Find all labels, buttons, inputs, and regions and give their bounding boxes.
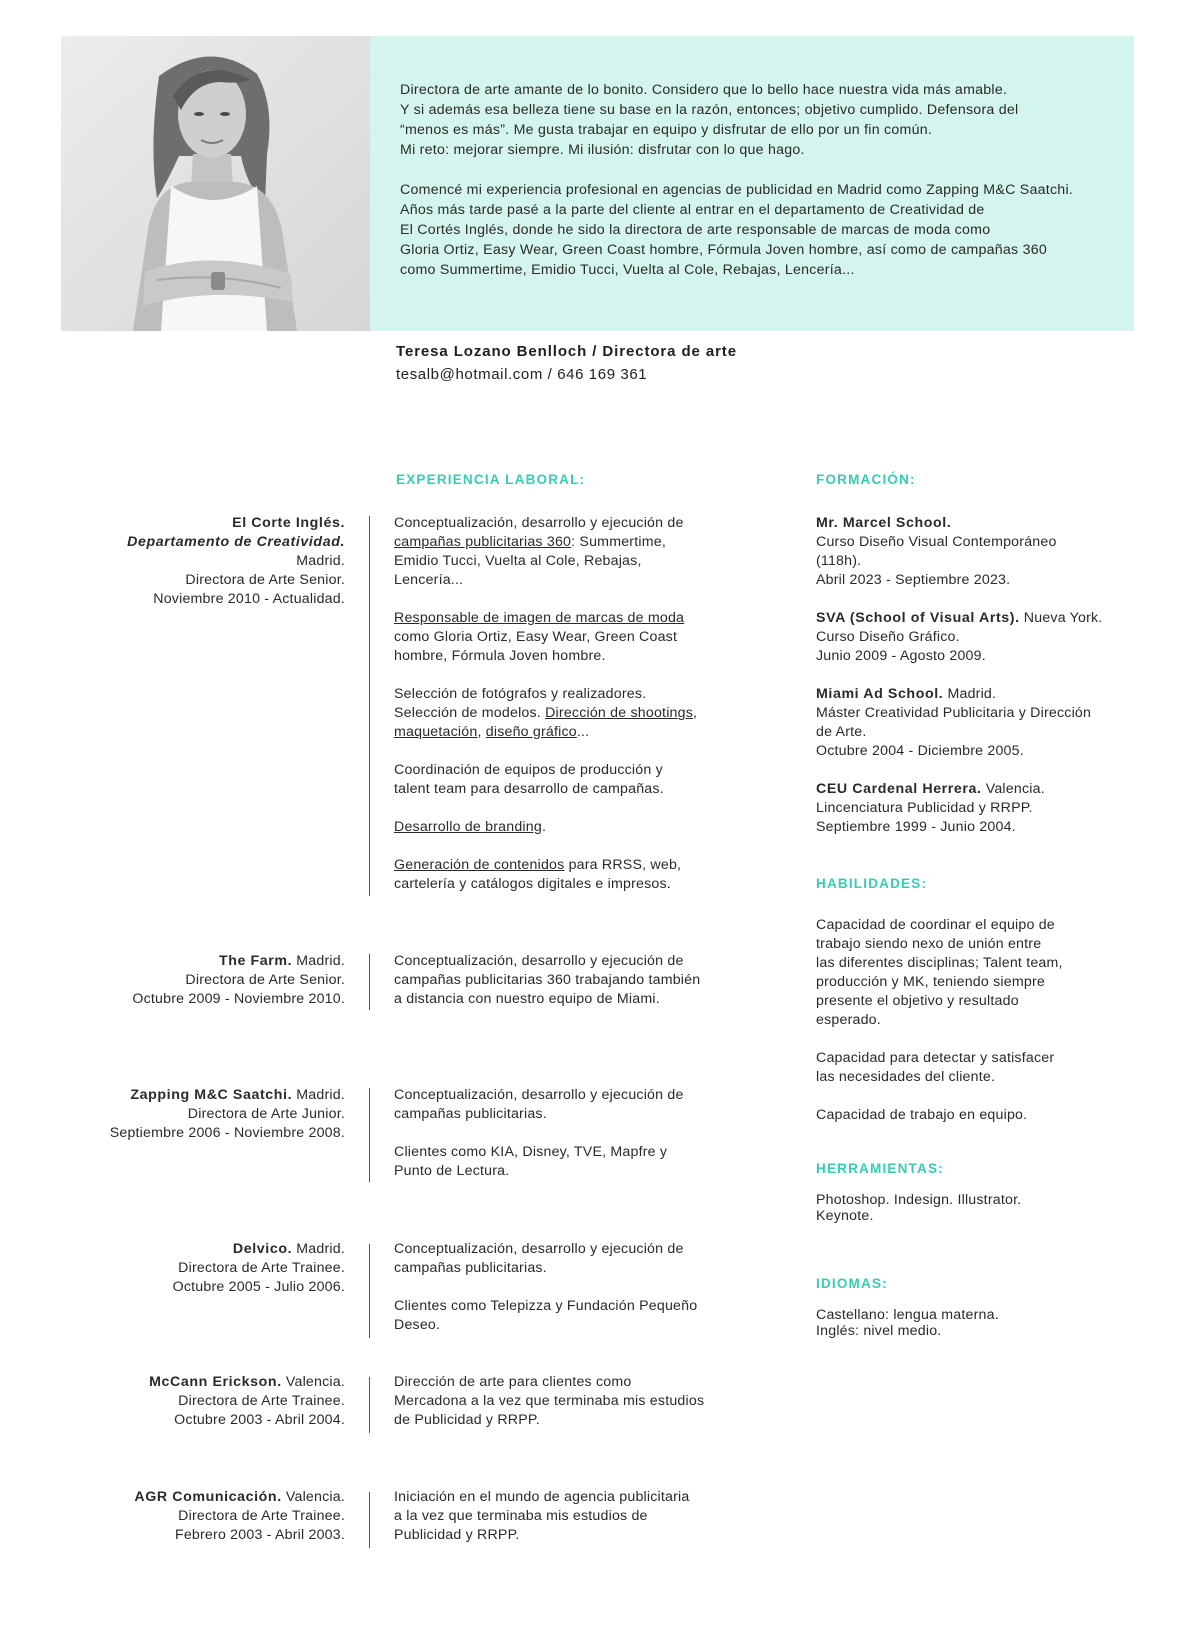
job-info-zapping: Zapping M&C Saatchi. Madrid. Directora de Arte Junior. Septiembre 2006 - Noviembre 2008. bbox=[109, 1087, 345, 1141]
name-title: Teresa Lozano Benlloch / Directora de arte bbox=[396, 343, 737, 360]
job-description-mccann: Dirección de arte para clientes como Mercadona a la vez que terminaba mis estudios de Publicidad y RRPP. bbox=[394, 1374, 705, 1428]
skills-list: Capacidad de coordinar el equipo de trabajo siendo nexo de unión entre las diferentes disciplinas; Talent team, producción y MK, teniendo siempre presente el objetivo y resultado esperado. Capacidad para detectar y satisfacer las necesidades del cliente. Capacidad de trabajo en equipo. bbox=[816, 917, 1063, 1123]
tools-heading: HERRAMIENTAS: bbox=[816, 1161, 944, 1176]
job-description-agr: Iniciación en el mundo de agencia publicitaria a la vez que terminaba mis estudios de Publicidad y RRPP. bbox=[394, 1489, 690, 1543]
job-info-delvico: Delvico. Madrid. Directora de Arte Trainee. Octubre 2005 - Julio 2006. bbox=[172, 1241, 345, 1295]
languages-heading: IDIOMAS: bbox=[816, 1276, 888, 1291]
divider-line bbox=[369, 516, 370, 896]
experience-heading: EXPERIENCIA LABORAL: bbox=[396, 472, 586, 487]
education-heading: FORMACIÓN: bbox=[816, 472, 916, 487]
contact-info: tesalb@hotmail.com / 646 169 361 bbox=[396, 366, 648, 383]
languages-list: Castellano: lengua materna. Inglés: nivel medio. bbox=[816, 1307, 999, 1339]
education-entry: SVA (School of Visual Arts). Nueva York. Curso Diseño Gráfico. Junio 2009 - Agosto 2009. bbox=[816, 610, 1103, 664]
job-info-agr: AGR Comunicación. Valencia. Directora de Arte Trainee. Febrero 2003 - Abril 2003. bbox=[134, 1489, 345, 1543]
job-description-el-corte-ingles: Conceptualización, desarrollo y ejecución de campañas publicitarias 360: Summertime, Emidio Tucci, Vuelta al Cole, Rebajas, Lencería... Responsable de imagen de marcas de moda como Gloria Ortiz, Easy Wear, Green Coast hombre, Fórmula Joven hombre. Selección de fotógrafos y realizadores. Selección de modelos. Dirección de shootings, maquetación, diseño gráfico... Coordinación de equipos de producción y talent team para desarrollo de campañas. Desarrollo de branding. Generación de contenidos para RRSS, web, cartelería y catálogos digitales e impresos. bbox=[394, 515, 698, 892]
divider-line bbox=[369, 1088, 370, 1182]
job-description-delvico: Conceptualización, desarrollo y ejecución de campañas publicitarias. Clientes como Telepizza y Fundación Pequeño Deseo. bbox=[394, 1241, 698, 1333]
divider-line bbox=[369, 1244, 370, 1338]
bio-paragraph: Directora de arte amante de lo bonito. Considero que lo bello hace nuestra vida más amable. Y si además esa belleza tiene su base en la razón, entonces; objetivo cumplido. Defensora del “menos es más”. Me gusta trabajar en equipo y disfrutar de ello por un fin común. Mi reto: mejorar siempre. Mi ilusión: disfrutar con lo que hago. bbox=[400, 82, 1019, 158]
bio-panel bbox=[370, 36, 1134, 331]
tools-list: Photoshop. Indesign. Illustrator. Keynote. bbox=[816, 1192, 1022, 1224]
job-info-mccann: McCann Erickson. Valencia. Directora de Arte Trainee. Octubre 2003 - Abril 2004. bbox=[149, 1374, 345, 1428]
education-entry: CEU Cardenal Herrera. Valencia. Lincenciatura Publicidad y RRPP. Septiembre 1999 - Junio 2004. bbox=[816, 781, 1045, 835]
portrait-illustration bbox=[61, 36, 370, 331]
job-info-el-corte-ingles: El Corte Inglés. Departamento de Creatividad. Madrid. Directora de Arte Senior. Noviembre 2010 - Actualidad. bbox=[127, 515, 345, 607]
education-entry: Mr. Marcel School. Curso Diseño Visual Contemporáneo (118h). Abril 2023 - Septiembre 2023. bbox=[816, 515, 1057, 588]
profile-photo bbox=[61, 36, 370, 331]
job-description-zapping: Conceptualización, desarrollo y ejecución de campañas publicitarias. Clientes como KIA, Disney, TVE, Mapfre y Punto de Lectura. bbox=[394, 1087, 684, 1179]
divider-line bbox=[369, 1492, 370, 1548]
divider-line bbox=[369, 1377, 370, 1433]
job-description-the-farm: Conceptualización, desarrollo y ejecución de campañas publicitarias 360 trabajando también a distancia con nuestro equipo de Miami. bbox=[394, 953, 701, 1007]
education-list bbox=[816, 514, 1126, 856]
divider-line bbox=[369, 954, 370, 1010]
bio-paragraph: Comencé mi experiencia profesional en agencias de publicidad en Madrid como Zapping M&C Saatchi. Años más tarde pasé a la parte del cliente al entrar en el departamento de Creatividad de El Cortés Inglés, donde he sido la directora de arte responsable de marcas de moda como Gloria Ortiz, Easy Wear, Green Coast hombre, Fórmula Joven hombre, así como de campañas 360 como Summertime, Emidio Tucci, Vuelta al Cole, Rebajas, Lencería... bbox=[400, 182, 1074, 278]
job-info-the-farm: The Farm. Madrid. Directora de Arte Senior. Octubre 2009 - Noviembre 2010. bbox=[132, 953, 345, 1007]
education-entry: Miami Ad School. Madrid. Máster Creatividad Publicitaria y Dirección de Arte. Octubre 2004 - Diciembre 2005. bbox=[816, 686, 1092, 759]
skills-heading: HABILIDADES: bbox=[816, 876, 928, 891]
